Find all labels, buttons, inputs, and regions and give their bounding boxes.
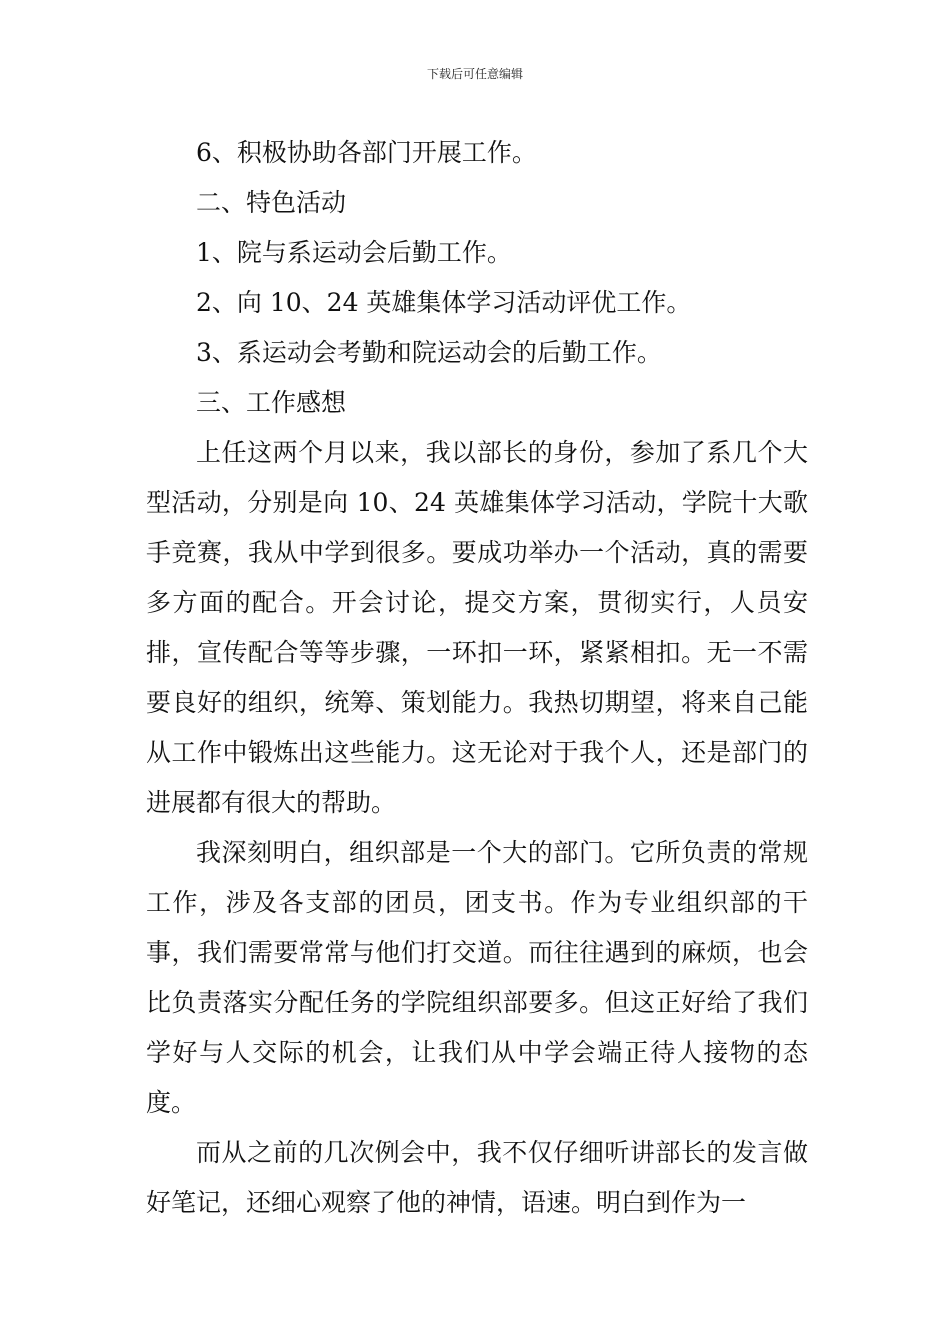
list-item: 3、系运动会考勤和院运动会的后勤工作。 bbox=[196, 338, 662, 367]
body-paragraph: 上任这两个月以来，我以部长的身份，参加了系几个大型活动，分别是向 10、24 英雄集体学习活动，学院十大歌手竞赛，我从中学到很多。要成功举办一个活动，真的需要多方面的配合。开会讨论，提交方案，贯彻实行，人员安排，宣传配合等等步骤，一环扣一环，紧紧相扣。无一不需要良好的组织，统筹、策划能力。我热切期望，将来自己能从工作中锻炼出这些能力。这无论对于我个人，还是部门的进展都有很大的帮助。 bbox=[146, 438, 808, 817]
list-item: 6、积极协助各部门开展工作。 bbox=[196, 138, 537, 167]
section-heading: 三、工作感想 bbox=[196, 388, 347, 417]
body-paragraph: 而从之前的几次例会中，我不仅仔细听讲部长的发言做好笔记，还细心观察了他的神情，语速。明白到作为一 bbox=[146, 1138, 808, 1217]
section-heading: 二、特色活动 bbox=[196, 188, 347, 217]
list-item: 1、院与系运动会后勤工作。 bbox=[196, 238, 512, 267]
body-paragraph: 我深刻明白，组织部是一个大的部门。它所负责的常规工作，涉及各支部的团员，团支书。作为专业组织部的干事，我们需要常常与他们打交道。而往往遇到的麻烦，也会比负责落实分配任务的学院组织部要多。但这正好给了我们学好与人交际的机会，让我们从中学会端正待人接物的态度。 bbox=[146, 838, 808, 1117]
document-body bbox=[146, 128, 808, 1228]
list-item: 2、向 10、24 英雄集体学习活动评优工作。 bbox=[196, 288, 692, 317]
header-note: 下载后可任意编辑 bbox=[426, 67, 523, 81]
